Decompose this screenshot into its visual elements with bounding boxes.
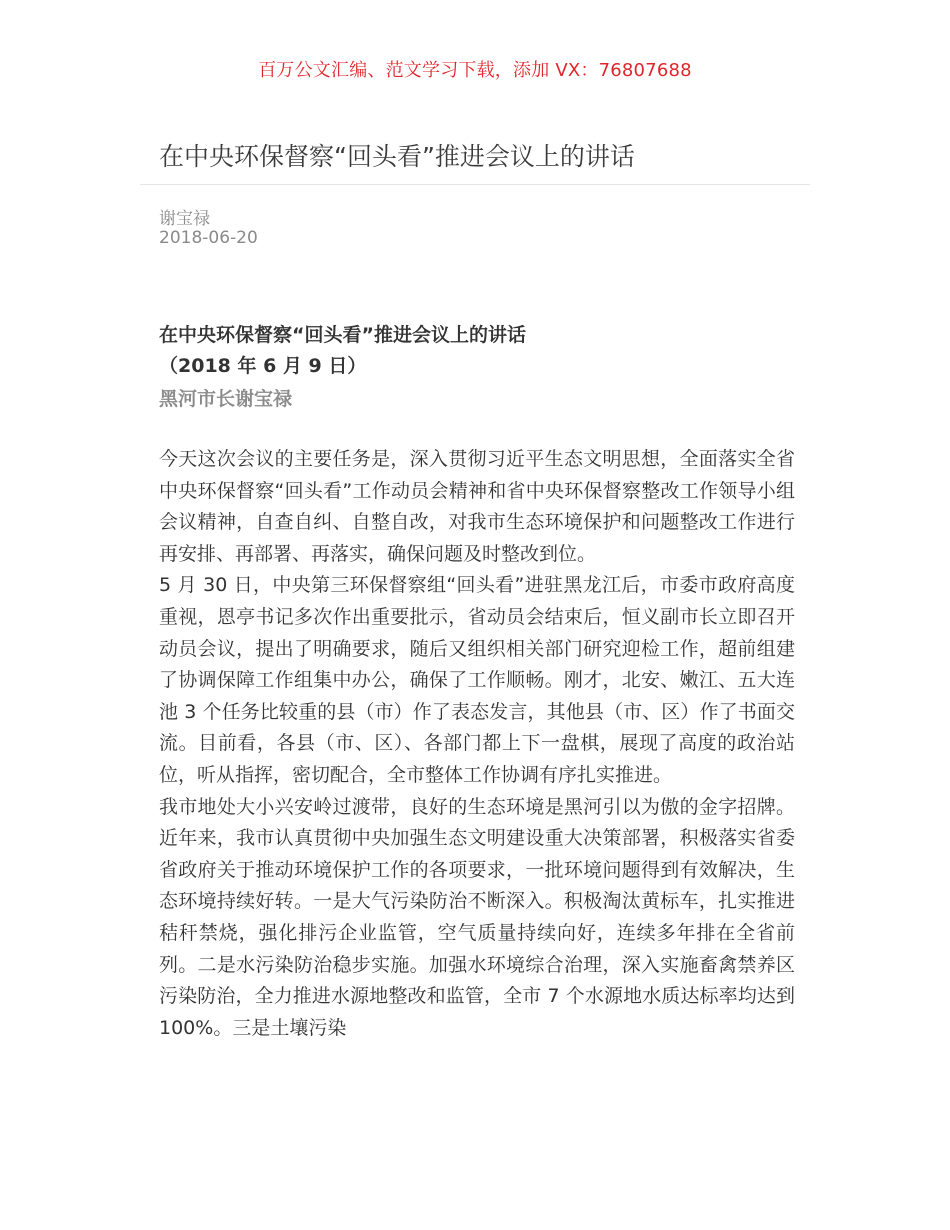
promo-banner: 百万公文汇编、范文学习下载，添加 VX：76807688 [258,60,692,81]
article-body [159,444,795,1044]
document-heading: 在中央环保督察“回头看”推进会议上的讲话 [159,324,526,346]
document-date: （2018 年 6 月 9 日） [159,355,367,377]
page-title: 在中央环保督察“回头看”推进会议上的讲话 [159,142,635,171]
paragraph: 5 月 30 日，中央第三环保督察组“回头看”进驻黑龙江后，市委市政府高度重视，恩亭书记多次作出重要批示，省动员会结束后，恒义副市长立即召开动员会议，提出了明确要求，随后又组织相关部门研究迎检工作，超前组建了协调保障工作组集中办公，确保了工作顺畅。刚才，北安、嫩江、五大连池 3 个任务比较重的县（市）作了表态发言，其他县（市、区）作了书面交流。目前看，各县（市、区）、各部门都上下一盘棋，展现了高度的政治站位，听从指挥，密切配合，全市整体工作协调有序扎实推进。 [159,574,795,786]
paragraph: 我市地处大小兴安岭过渡带，良好的生态环境是黑河引以为傲的金字招牌。近年来，我市认真贯彻中央加强生态文明建设重大决策部署，积极落实省委省政府关于推动环境保护工作的各项要求，一批环境问题得到有效解决，生态环境持续好转。一是大气污染防治不断深入。积极淘汰黄标车，扎实推进秸秆禁烧，强化排污企业监管，空气质量持续向好，连续多年排在全省前列。二是水污染防治稳步实施。加强水环境综合治理，深入实施畜禽禁养区污染防治，全力推进水源地整改和监管，全市 7 个水源地水质达标率均达到 100%。三是土壤污染 [159,795,795,1039]
paragraph: 今天这次会议的主要任务是，深入贯彻习近平生态文明思想，全面落实全省中央环保督察“回头看”工作动员会精神和省中央环保督察整改工作领导小组会议精神，自查自纠、自整自改，对我市生态环境保护和问题整改工作进行再安排、再部署、再落实，确保问题及时整改到位。 [159,448,795,565]
title-divider [140,184,810,185]
document-speaker: 黑河市长谢宝禄 [159,388,293,410]
author-name: 谢宝禄 [159,209,210,229]
publish-date: 2018-06-20 [159,228,258,248]
